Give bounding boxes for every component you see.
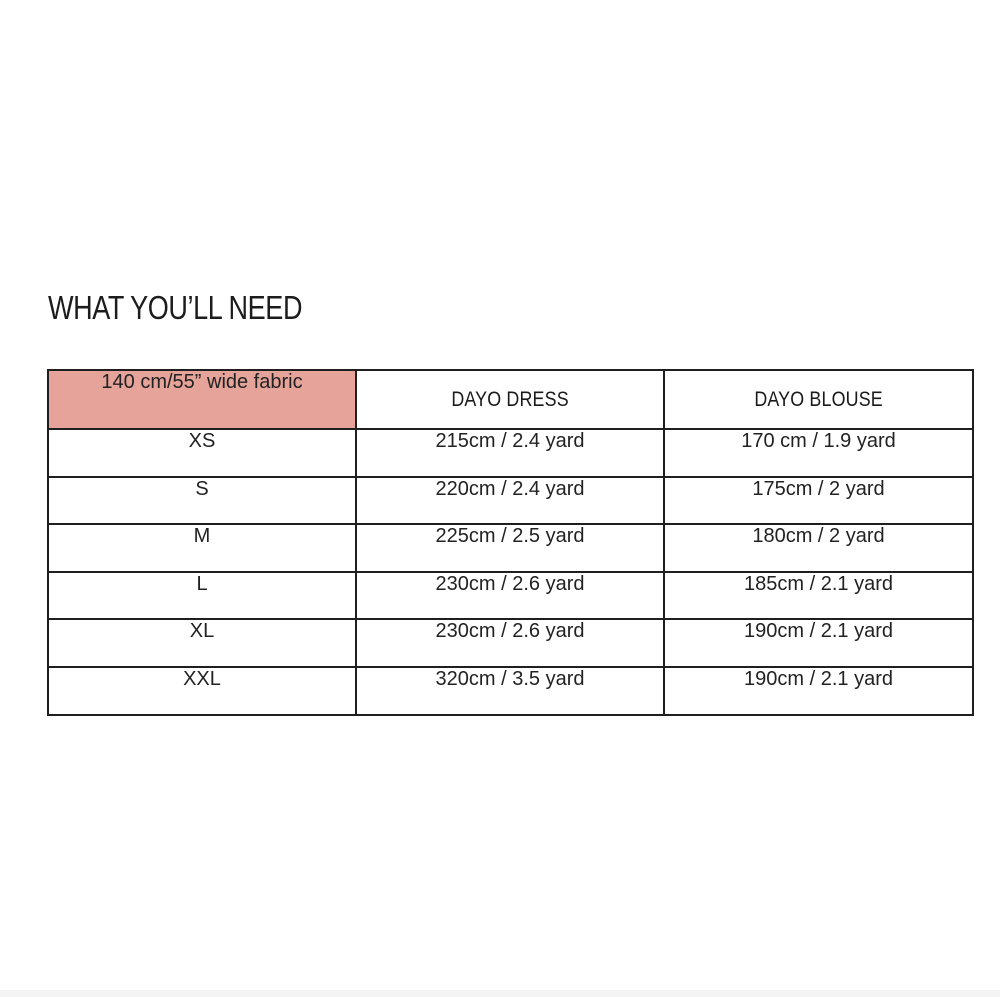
size-cell: XS [48, 429, 356, 477]
fabric-width-header: 140 cm/55” wide fabric [48, 370, 356, 429]
size-cell: XXL [48, 667, 356, 715]
blouse-yardage-cell: 185cm / 2.1 yard [664, 572, 973, 620]
dayo-blouse-header [664, 370, 973, 429]
dayo-dress-header [356, 370, 664, 429]
page-bottom-edge [0, 990, 1000, 997]
dress-yardage-cell: 220cm / 2.4 yard [356, 477, 664, 525]
size-cell: S [48, 477, 356, 525]
dayo-blouse-header-label: DAYO BLOUSE [754, 387, 883, 411]
blouse-yardage-cell: 170 cm / 1.9 yard [664, 429, 973, 477]
dayo-dress-header-label: DAYO DRESS [451, 387, 569, 411]
dress-yardage-cell: 320cm / 3.5 yard [356, 667, 664, 715]
table-row [48, 619, 973, 667]
fabric-requirements-table [47, 369, 974, 716]
blouse-yardage-cell: 190cm / 2.1 yard [664, 619, 973, 667]
size-cell: M [48, 524, 356, 572]
size-cell: XL [48, 619, 356, 667]
table-row [48, 524, 973, 572]
table-row [48, 667, 973, 715]
blouse-yardage-cell: 190cm / 2.1 yard [664, 667, 973, 715]
page-title: WHAT YOU’LL NEED [48, 289, 303, 326]
table-row [48, 572, 973, 620]
dress-yardage-cell: 230cm / 2.6 yard [356, 572, 664, 620]
dress-yardage-cell: 230cm / 2.6 yard [356, 619, 664, 667]
size-cell: L [48, 572, 356, 620]
blouse-yardage-cell: 175cm / 2 yard [664, 477, 973, 525]
table-row [48, 429, 973, 477]
table-header-row [48, 370, 973, 429]
table-row [48, 477, 973, 525]
dress-yardage-cell: 215cm / 2.4 yard [356, 429, 664, 477]
blouse-yardage-cell: 180cm / 2 yard [664, 524, 973, 572]
dress-yardage-cell: 225cm / 2.5 yard [356, 524, 664, 572]
